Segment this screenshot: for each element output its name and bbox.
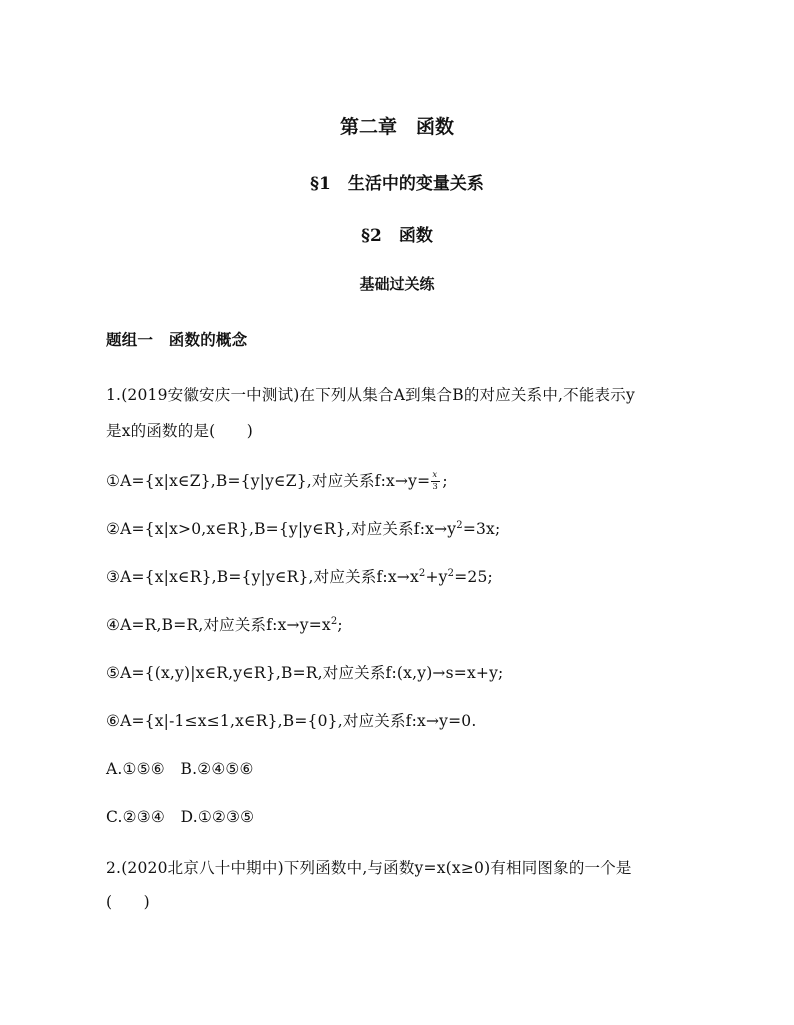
question1-stem-line2: 是x的函数的是( ) <box>106 422 254 440</box>
question1-options-line2: C.②③④ D.①②③⑤ <box>106 808 255 826</box>
question1-item6: ⑥A={x|-1≤x≤1,x∈R},B={0},对应关系f:x→y=0. <box>106 712 477 730</box>
question1-options-line1: A.①⑤⑥ B.②④⑤⑥ <box>106 760 254 778</box>
practice-subtitle: 基础过关练 <box>359 275 435 293</box>
question1-item3: ③A={x|x∈R},B={y|y∈R},对应关系$f:x\to x^2+y^2=25$; <box>106 568 493 586</box>
question1-item5: ⑤A={(x,y)|x∈R,y∈R},B=R,对应关系f:(x,y)→s=x+y; <box>106 664 504 682</box>
question2-stem-line2: ( ) <box>106 893 150 911</box>
question1-item1: ①A={x|x∈Z},B={y|y∈Z},对应关系f:x→y= $\frac{x}{3}$ ; <box>106 470 448 492</box>
section2-title: §2 函数 <box>361 226 433 246</box>
section1-title: §1 生活中的变量关系 <box>310 174 484 194</box>
chapter-title: 第二章 函数 <box>339 116 454 138</box>
question2-stem-line1: 2.(2020北京八十中期中)下列函数中,与函数y=x(x≥0)有相同图象的一个是 <box>106 859 632 877</box>
question1-item2: ②A={x|x>0,x∈R},B={y|y∈R},对应关系$f:x\to y^2=3x$; <box>106 520 501 538</box>
question1-item4: ④A=R,B=R,对应关系$f:x\to y=x^2$; <box>106 616 343 634</box>
fraction-x-over-3: $\frac{x}{3}$ <box>430 474 442 490</box>
question1-stem-line1: 1.(2019安徽安庆一中测试)在下列从集合A到集合B的对应关系中,不能表示y <box>106 386 635 404</box>
group1-title: 题组一 函数的概念 <box>106 330 248 349</box>
